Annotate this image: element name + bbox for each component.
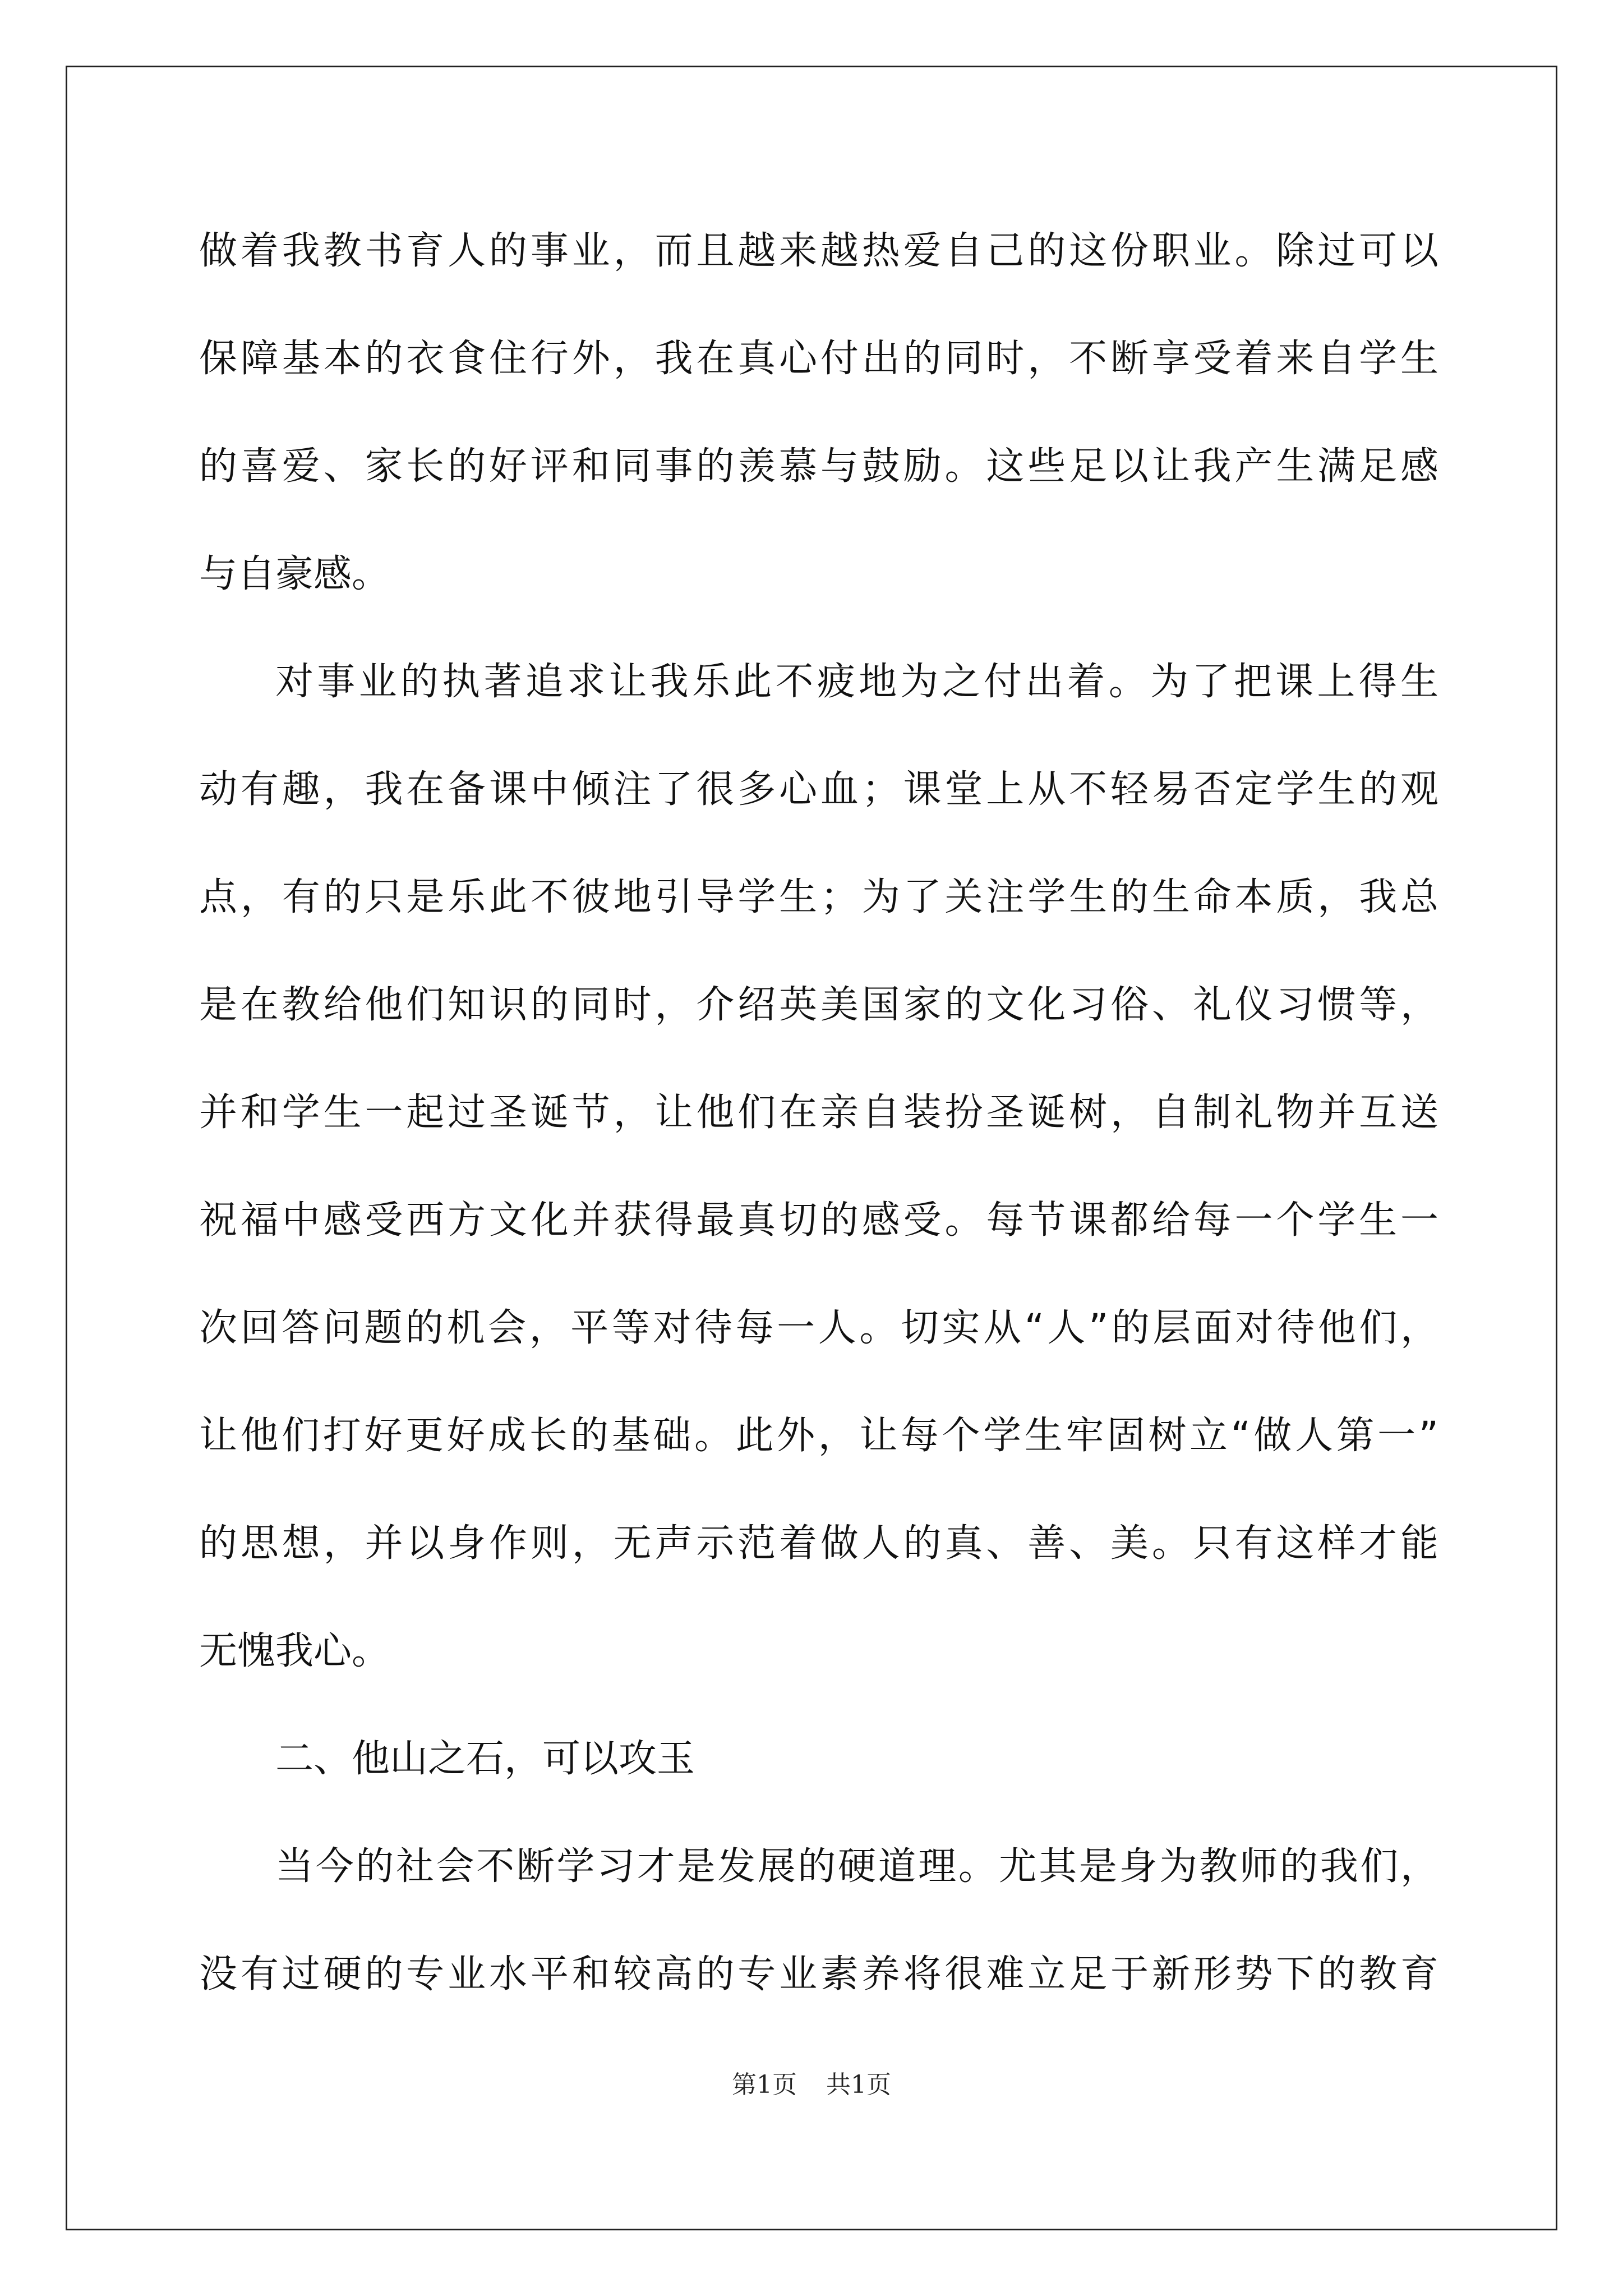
text-line: 并和学生一起过圣诞节，让他们在亲自装扮圣诞树，自制礼物并互送 bbox=[199, 1091, 1438, 1135]
page-footer bbox=[0, 2064, 1623, 2100]
text-line: 次回答问题的机会，平等对待每一人。切实从“人”的层面对待他们， bbox=[199, 1306, 1438, 1350]
section-heading: 二、他山之石，可以攻玉 bbox=[275, 1737, 695, 1781]
text-line: 的思想，并以身作则，无声示范着做人的真、善、美。只有这样才能 bbox=[199, 1521, 1438, 1566]
text-line: 无愧我心。 bbox=[199, 1629, 390, 1673]
paragraph-first-line: 对事业的执著追求让我乐此不疲地为之付出着。为了把课上得生 bbox=[275, 660, 1438, 704]
paragraph-first-line: 当今的社会不断学习才是发展的硬道理。尤其是身为教师的我们， bbox=[275, 1844, 1438, 1889]
text-line: 的喜爱、家长的好评和同事的羡慕与鼓励。这些足以让我产生满足感 bbox=[199, 444, 1438, 489]
text-line: 动有趣，我在备课中倾注了很多心血；课堂上从不轻易否定学生的观 bbox=[199, 767, 1438, 812]
text-line: 是在教给他们知识的同时，介绍英美国家的文化习俗、礼仪习惯等， bbox=[199, 983, 1438, 1027]
text-line: 保障基本的衣食住行外，我在真心付出的同时，不断享受着来自学生 bbox=[199, 337, 1438, 381]
text-line: 让他们打好更好成长的基础。此外，让每个学生牢固树立“做人第一” bbox=[199, 1414, 1438, 1458]
document-body bbox=[199, 219, 1438, 2050]
text-line: 与自豪感。 bbox=[199, 552, 390, 596]
page-number: 第1页 bbox=[732, 2070, 797, 2099]
text-line: 点，有的只是乐此不彼地引导学生；为了关注学生的生命本质，我总 bbox=[199, 875, 1438, 919]
text-line: 祝福中感受西方文化并获得最真切的感受。每节课都给每一个学生一 bbox=[199, 1198, 1438, 1243]
page-total: 共1页 bbox=[826, 2070, 891, 2099]
text-line: 没有过硬的专业水平和较高的专业素养将很难立足于新形势下的教育 bbox=[199, 1952, 1438, 1996]
text-line: 做着我教书育人的事业，而且越来越热爱自己的这份职业。除过可以 bbox=[199, 229, 1438, 273]
